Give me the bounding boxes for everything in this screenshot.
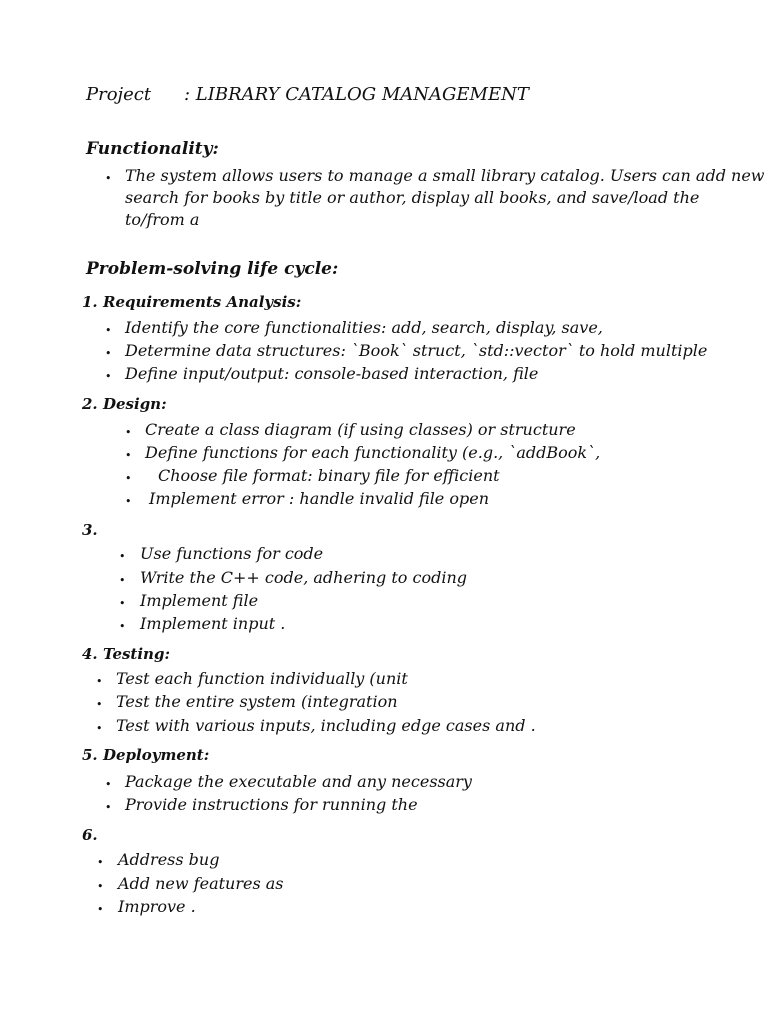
list-item: Package the executable and any necessary [125, 772, 472, 791]
bullet-icon: • [96, 698, 103, 711]
bullet-icon: • [105, 801, 112, 814]
bullet-icon: • [105, 347, 112, 360]
functionality-line: to/from a [125, 210, 200, 229]
list-item: Improve . [118, 897, 196, 916]
section-title: Requirements Analysis: [103, 293, 302, 311]
bullet-icon: • [119, 597, 126, 610]
list-item: Use functions for code [140, 544, 324, 563]
bullet-icon: • [97, 856, 104, 869]
bullet-icon: • [125, 495, 132, 508]
list-item: Provide instructions for running the [125, 795, 418, 814]
section-number: 2. [82, 395, 98, 413]
section-title: Design: [103, 395, 167, 413]
lifecycle-heading: Problem-solving life cycle: [86, 259, 339, 279]
bullet-icon: • [125, 449, 132, 462]
bullet-icon: • [119, 620, 126, 633]
list-item: Test each function individually (unit [116, 669, 408, 688]
list-item: Identify the core functionalities: add, search, display, save, [125, 318, 603, 337]
section-title: Deployment: [103, 746, 210, 764]
list-item: Add new features as [118, 874, 284, 893]
bullet-icon: • [96, 722, 103, 735]
bullet-icon: • [97, 903, 104, 916]
section-number: 4. [82, 645, 98, 663]
functionality-heading: Functionality: [86, 139, 219, 159]
bullet-icon: • [119, 550, 126, 563]
section-number: 6. [82, 826, 98, 844]
bullet-icon: • [105, 778, 112, 791]
section-title: Testing: [103, 645, 170, 663]
functionality-line: The system allows users to manage a small library catalog. Users can add new [125, 166, 765, 185]
section-number: 1. [82, 293, 98, 311]
bullet-icon: • [105, 172, 112, 185]
list-item: Address bug [118, 850, 220, 869]
project-label: Project [86, 84, 152, 105]
bullet-icon: • [105, 324, 112, 337]
list-item: Test the entire system (integration [116, 692, 398, 711]
list-item: Choose file format: binary file for efficient [158, 466, 500, 485]
section-number: 5. [82, 746, 98, 764]
bullet-icon: • [125, 426, 132, 439]
list-item: Implement file [140, 591, 259, 610]
bullet-icon: • [125, 472, 132, 485]
list-item: Write the C++ code, adhering to coding [140, 568, 467, 587]
project-title: : LIBRARY CATALOG MANAGEMENT [184, 84, 529, 105]
functionality-line: search for books by title or author, display all books, and save/load the [125, 188, 700, 207]
bullet-icon: • [105, 370, 112, 383]
list-item: Create a class diagram (if using classes) or structure [145, 420, 576, 439]
list-item: Define input/output: console-based interaction, file [125, 364, 539, 383]
section-number: 3. [82, 521, 98, 539]
bullet-icon: • [96, 675, 103, 688]
list-item: Test with various inputs, including edge cases and . [116, 716, 536, 735]
list-item: Implement error : handle invalid file open [149, 489, 490, 508]
list-item: Define functions for each functionality (e.g., `addBook`, [145, 443, 601, 462]
list-item: Determine data structures: `Book` struct, `std::vector` to hold multiple [125, 341, 708, 360]
bullet-icon: • [119, 574, 126, 587]
list-item: Implement input . [140, 614, 286, 633]
bullet-icon: • [97, 880, 104, 893]
